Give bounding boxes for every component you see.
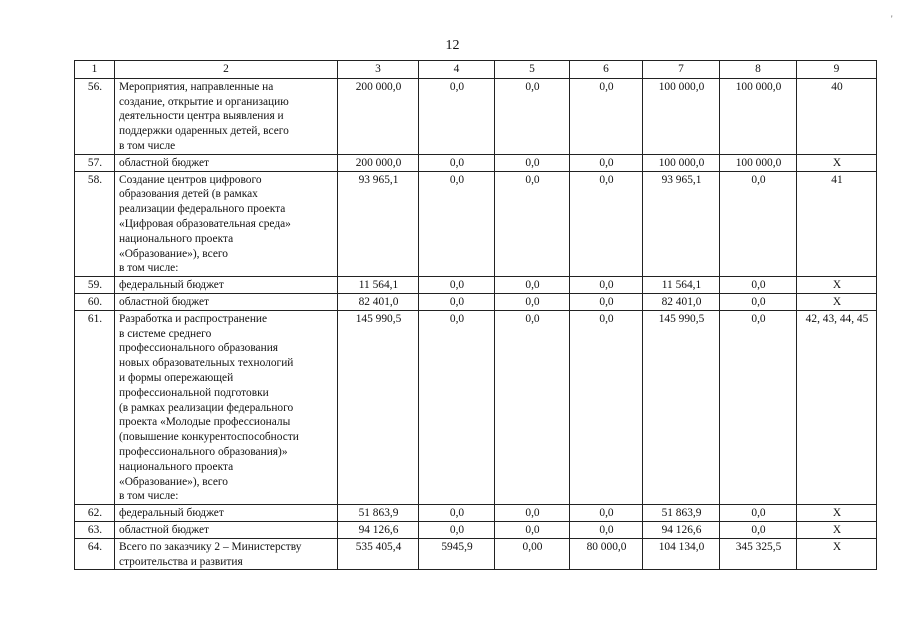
cell-col3: 535 405,4 (338, 538, 419, 570)
col-header-6: 6 (570, 61, 643, 79)
row-number: 59. (75, 277, 115, 294)
col-header-2: 2 (115, 61, 338, 79)
row-number: 61. (75, 310, 115, 504)
cell-col5: 0,0 (495, 521, 570, 538)
col-header-4: 4 (419, 61, 495, 79)
cell-col4: 5945,9 (419, 538, 495, 570)
cell-col9: X (797, 505, 877, 522)
cell-col3: 93 965,1 (338, 171, 419, 277)
cell-col9: X (797, 538, 877, 570)
row-description: областной бюджет (115, 293, 338, 310)
col-header-9: 9 (797, 61, 877, 79)
cell-col7: 104 134,0 (643, 538, 720, 570)
row-description: Создание центров цифрового образования детей (в рамках реализации федерального проекта «Цифровая образовательная среда» национального проекта «Образование»), всего в том числе: (115, 171, 338, 277)
cell-col3: 200 000,0 (338, 78, 419, 154)
cell-col9: X (797, 521, 877, 538)
row-number: 62. (75, 505, 115, 522)
row-number: 57. (75, 154, 115, 171)
cell-col8: 0,0 (720, 171, 797, 277)
cell-col6: 0,0 (570, 171, 643, 277)
cell-col8: 0,0 (720, 521, 797, 538)
cell-col8: 100 000,0 (720, 78, 797, 154)
cell-col9: X (797, 154, 877, 171)
row-description: Разработка и распространение в системе среднего профессионального образования новых образовательных технологий и формы опережающей профессиональной подготовки (в рамках реализации федерального проекта «Молодые профессионалы (повышение конкурентоспособности профессионального образования)» национального проекта «Образование»), всего в том числе: (115, 310, 338, 504)
cell-col3: 51 863,9 (338, 505, 419, 522)
cell-col8: 0,0 (720, 310, 797, 504)
cell-col3: 94 126,6 (338, 521, 419, 538)
cell-col9: X (797, 293, 877, 310)
cell-col5: 0,0 (495, 78, 570, 154)
cell-col9: 42, 43, 44, 45 (797, 310, 877, 504)
cell-col8: 345 325,5 (720, 538, 797, 570)
cell-col6: 0,0 (570, 293, 643, 310)
cell-col7: 93 965,1 (643, 171, 720, 277)
cell-col7: 11 564,1 (643, 277, 720, 294)
cell-col5: 0,0 (495, 293, 570, 310)
cell-col7: 145 990,5 (643, 310, 720, 504)
cell-col6: 0,0 (570, 505, 643, 522)
cell-col3: 11 564,1 (338, 277, 419, 294)
cell-col4: 0,0 (419, 78, 495, 154)
row-description: федеральный бюджет (115, 277, 338, 294)
cell-col8: 0,0 (720, 277, 797, 294)
table-row (75, 310, 877, 504)
cell-col5: 0,00 (495, 538, 570, 570)
cell-col5: 0,0 (495, 505, 570, 522)
cell-col7: 100 000,0 (643, 78, 720, 154)
col-header-1: 1 (75, 61, 115, 79)
cell-col4: 0,0 (419, 154, 495, 171)
cell-col7: 100 000,0 (643, 154, 720, 171)
row-number: 58. (75, 171, 115, 277)
table-row (75, 505, 877, 522)
cell-col4: 0,0 (419, 521, 495, 538)
budget-table (74, 60, 877, 570)
table-row (75, 293, 877, 310)
cell-col4: 0,0 (419, 505, 495, 522)
cell-col3: 200 000,0 (338, 154, 419, 171)
cell-col8: 0,0 (720, 293, 797, 310)
col-header-5: 5 (495, 61, 570, 79)
cell-col9: X (797, 277, 877, 294)
row-number: 56. (75, 78, 115, 154)
cell-col8: 0,0 (720, 505, 797, 522)
header-row (75, 61, 877, 79)
col-header-3: 3 (338, 61, 419, 79)
col-header-7: 7 (643, 61, 720, 79)
cell-col5: 0,0 (495, 171, 570, 277)
cell-col6: 0,0 (570, 78, 643, 154)
cell-col9: 41 (797, 171, 877, 277)
row-description: областной бюджет (115, 154, 338, 171)
table-row (75, 154, 877, 171)
cell-col6: 0,0 (570, 310, 643, 504)
cell-col7: 51 863,9 (643, 505, 720, 522)
cell-col5: 0,0 (495, 277, 570, 294)
cell-col4: 0,0 (419, 277, 495, 294)
cell-col6: 0,0 (570, 154, 643, 171)
row-description: Мероприятия, направленные на создание, открытие и организацию деятельности центра выявления и поддержки одаренных детей, всего в том числе (115, 78, 338, 154)
corner-mark: ' (891, 14, 893, 24)
cell-col6: 0,0 (570, 277, 643, 294)
row-number: 64. (75, 538, 115, 570)
row-number: 60. (75, 293, 115, 310)
cell-col6: 0,0 (570, 521, 643, 538)
table-row-total (75, 538, 877, 570)
cell-col7: 82 401,0 (643, 293, 720, 310)
cell-col9: 40 (797, 78, 877, 154)
cell-col4: 0,0 (419, 171, 495, 277)
row-number: 63. (75, 521, 115, 538)
cell-col7: 94 126,6 (643, 521, 720, 538)
row-description: областной бюджет (115, 521, 338, 538)
cell-col8: 100 000,0 (720, 154, 797, 171)
cell-col4: 0,0 (419, 310, 495, 504)
col-header-8: 8 (720, 61, 797, 79)
table-row (75, 277, 877, 294)
cell-col6: 80 000,0 (570, 538, 643, 570)
cell-col3: 82 401,0 (338, 293, 419, 310)
row-description: федеральный бюджет (115, 505, 338, 522)
table-row (75, 521, 877, 538)
cell-col5: 0,0 (495, 154, 570, 171)
row-description: Всего по заказчику 2 – Министерству строительства и развития (115, 538, 338, 570)
table-row (75, 171, 877, 277)
cell-col5: 0,0 (495, 310, 570, 504)
table-row (75, 78, 877, 154)
cell-col3: 145 990,5 (338, 310, 419, 504)
cell-col4: 0,0 (419, 293, 495, 310)
page-number: 12 (445, 38, 460, 53)
